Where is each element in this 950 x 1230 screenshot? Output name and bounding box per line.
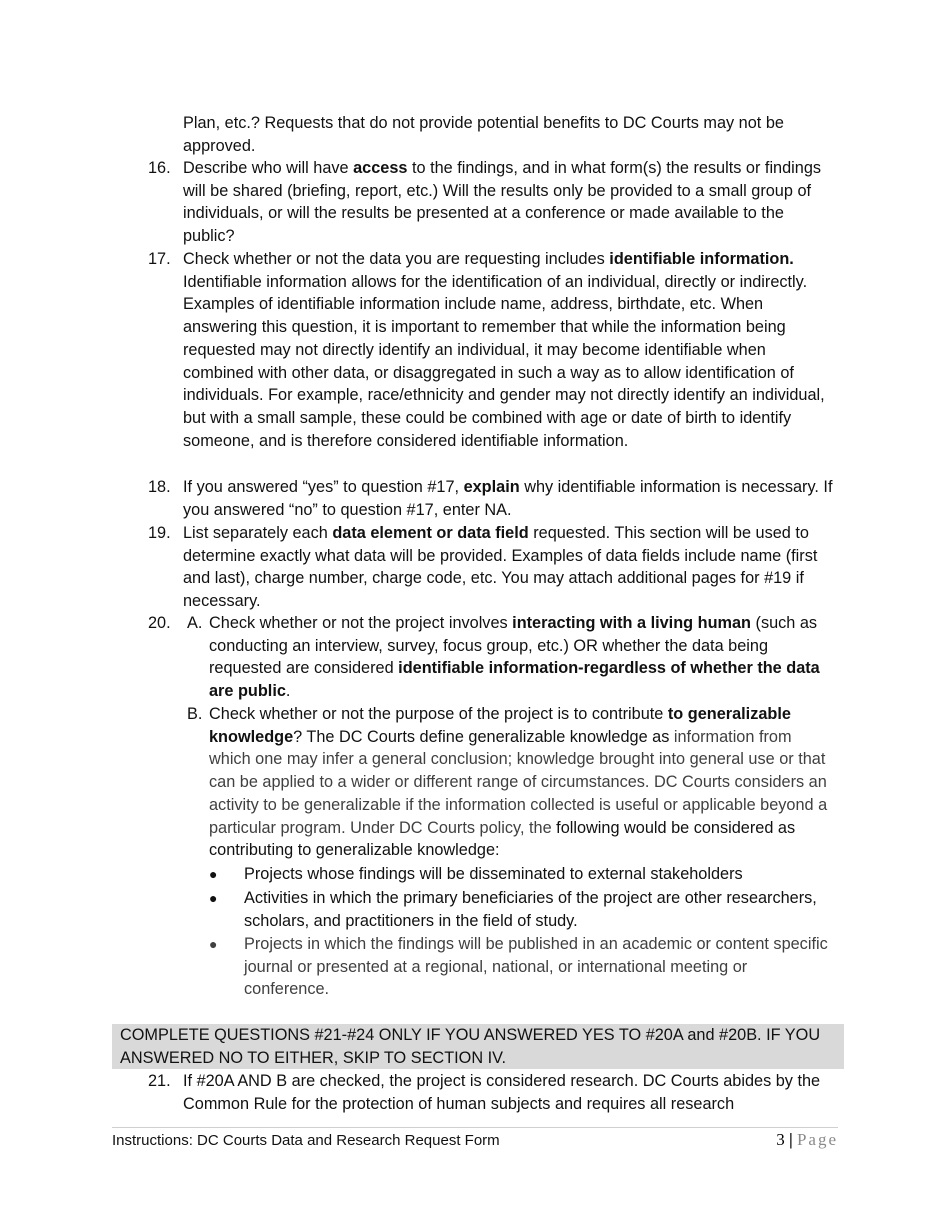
banner-text: COMPLETE QUESTIONS #21-#24 ONLY IF YOU ANSWERED YES TO #20A and #20B. IF YOU ANSWERED NO TO EITHER, SKIP TO SECTION IV. (120, 1026, 821, 1067)
question-text: Check whether or not the data you are requesting includes identifiable information. Identifiable information allows for the identification of an individual, directly or indirectly. Examples of identifiable information include name, address, birthdate, etc. When answering this question, it is important to remember that while the information being requested may not directly identify an individual, it may become identifiable when combined with other data, or disaggregated in such a way as to allow identification of individuals. For example, race/ethnicity and gender may not directly identify an individual, but with a small sample, these could be combined with age or date of birth to identify someone, and is therefore considered identifiable information. (183, 250, 825, 450)
page-number: 3 (776, 1130, 785, 1149)
bullet-icon: ● (209, 866, 218, 882)
footer-page-indicator (740, 1129, 838, 1151)
footer-title: Instructions: DC Courts Data and Research Request Form (112, 1132, 500, 1149)
footer-divider (112, 1127, 838, 1128)
question-number: 21. (148, 1072, 171, 1090)
continuation-text (183, 112, 833, 157)
question-number: 20. (148, 614, 171, 632)
sub-label: A. (187, 614, 203, 632)
question-text: If #20A AND B are checked, the project is considered research. DC Courts abides by the Common Rule for the protection of human subjects and requires all research (183, 1072, 821, 1113)
document-page: Plan, etc.? Requests that do not provide potential benefits to DC Courts may not be approved. 16. Describe who will have access to the findings, and in what form(s) the results or findings will be shared (briefing, report, etc.) Will the results only be provided to a small group of individuals, or will the results be presented at a conference or made available to the public? 17. Check whether or not the data you are requesting includes identifiable information. Identifiable information allows for the identification of an individual, directly or indirectly. Examples of identifiable information include name, address, birthdate, etc. When answering this question, it is important to remember that while the information being requested may not directly identify an individual, it may become identifiable when combined with other data, or disaggregated in such a way as to allow identification of individuals. For example, race/ethnicity and gender may not directly identify an individual, but with a small sample, these could be combined with age or date of birth to identify someone, and is therefore considered identifiable information. 18. If you answered “yes” to question #17, explain why identifiable information is necessary. If you answered “no” to question #17, enter NA. 19. List separately each data element or data field requested. This section will be used to determine exactly what data will be provided. Examples of data fields include name (first and last), charge number, charge code, etc. You may attach additional pages for #19 if necessary. 20. A. Check whether or not the project involves interacting with a living human (such as conducting an interview, survey, focus group, etc.) OR whether the data being requested are considered identifiable information-regardless of whether the data are public. B. Check whether or not the purpose of the project is to contribute to generalizable knowledge? The DC Courts define generalizable knowledge as information from which one may infer a general conclusion; knowledge brought into general use or that can be applied to a wider or different range of circumstances. DC Courts considers an activity to be generalizable if the information collected is useful or applicable beyond a particular program. Under DC Courts policy, the following would be considered as contributing to generalizable knowledge: ● Projects whose findings will be disseminated to external stakeholders ● Activities in which the primary beneficiaries of the project are other researchers, scholars, and practitioners in the field of study. ● Projects in which the findings will be published in an academic or content specific journal or presented at a regional, national, or international meeting or conference. COMPLETE QUESTIONS #21-#24 ONLY IF YOU ANSWERED YES TO #20A and #20B. IF YOU ANSWERED NO TO EITHER, SKIP TO SECTION IV. 21. If #20A AND B are checked, the project is considered research. DC Courts abides by the Common Rule for the protection of human subjects and requires all research Instructions: DC Courts Data and Research Request Form 3 | Page (0, 0, 950, 1230)
question-number: 16. (148, 159, 171, 177)
question-text: Describe who will have access to the findings, and in what form(s) the results or findings will be shared (briefing, report, etc.) Will the results only be provided to a small group of individuals, or will the results be presented at a conference or made available to the public? (183, 159, 822, 246)
continuation-line-1: Plan, etc.? Requests that do not provide potential benefits to DC Courts may not be (183, 114, 784, 132)
question-text: If you answered “yes” to question #17, explain why identifiable information is necessary. If you answered “no” to question #17, enter NA. (183, 478, 833, 519)
question-number: 18. (148, 478, 171, 496)
question-number: 17. (148, 250, 171, 268)
section-banner (112, 1024, 844, 1069)
question-text: List separately each data element or data field requested. This section will be used to determine exactly what data will be provided. Examples of data fields include name (first and last), charge number, charge code, etc. You may attach additional pages for #19 if necessary. (183, 524, 818, 611)
bullet-icon: ● (209, 936, 218, 952)
continuation-line-2: approved. (183, 136, 256, 155)
sub-label: B. (187, 705, 203, 723)
page-word: Page (796, 1130, 838, 1149)
sub-text: Check whether or not the project involves interacting with a living human (such as conducting an interview, survey, focus group, etc.) OR whether the data being requested are considered identifiable information-regardless of whether the data are public. (209, 614, 820, 701)
page-separator: | (788, 1130, 793, 1149)
question-number: 19. (148, 524, 171, 542)
sub-text: Check whether or not the purpose of the project is to contribute to generalizable knowledge? The DC Courts define generalizable knowledge as information from which one may infer a general conclusion; knowledge brought into general use or that can be applied to a wider or different range of circumstances. DC Courts considers an activity to be generalizable if the information collected is useful or applicable beyond a particular program. Under DC Courts policy, the following would be considered as contributing to generalizable knowledge: (209, 705, 828, 860)
bullet-icon: ● (209, 890, 218, 906)
